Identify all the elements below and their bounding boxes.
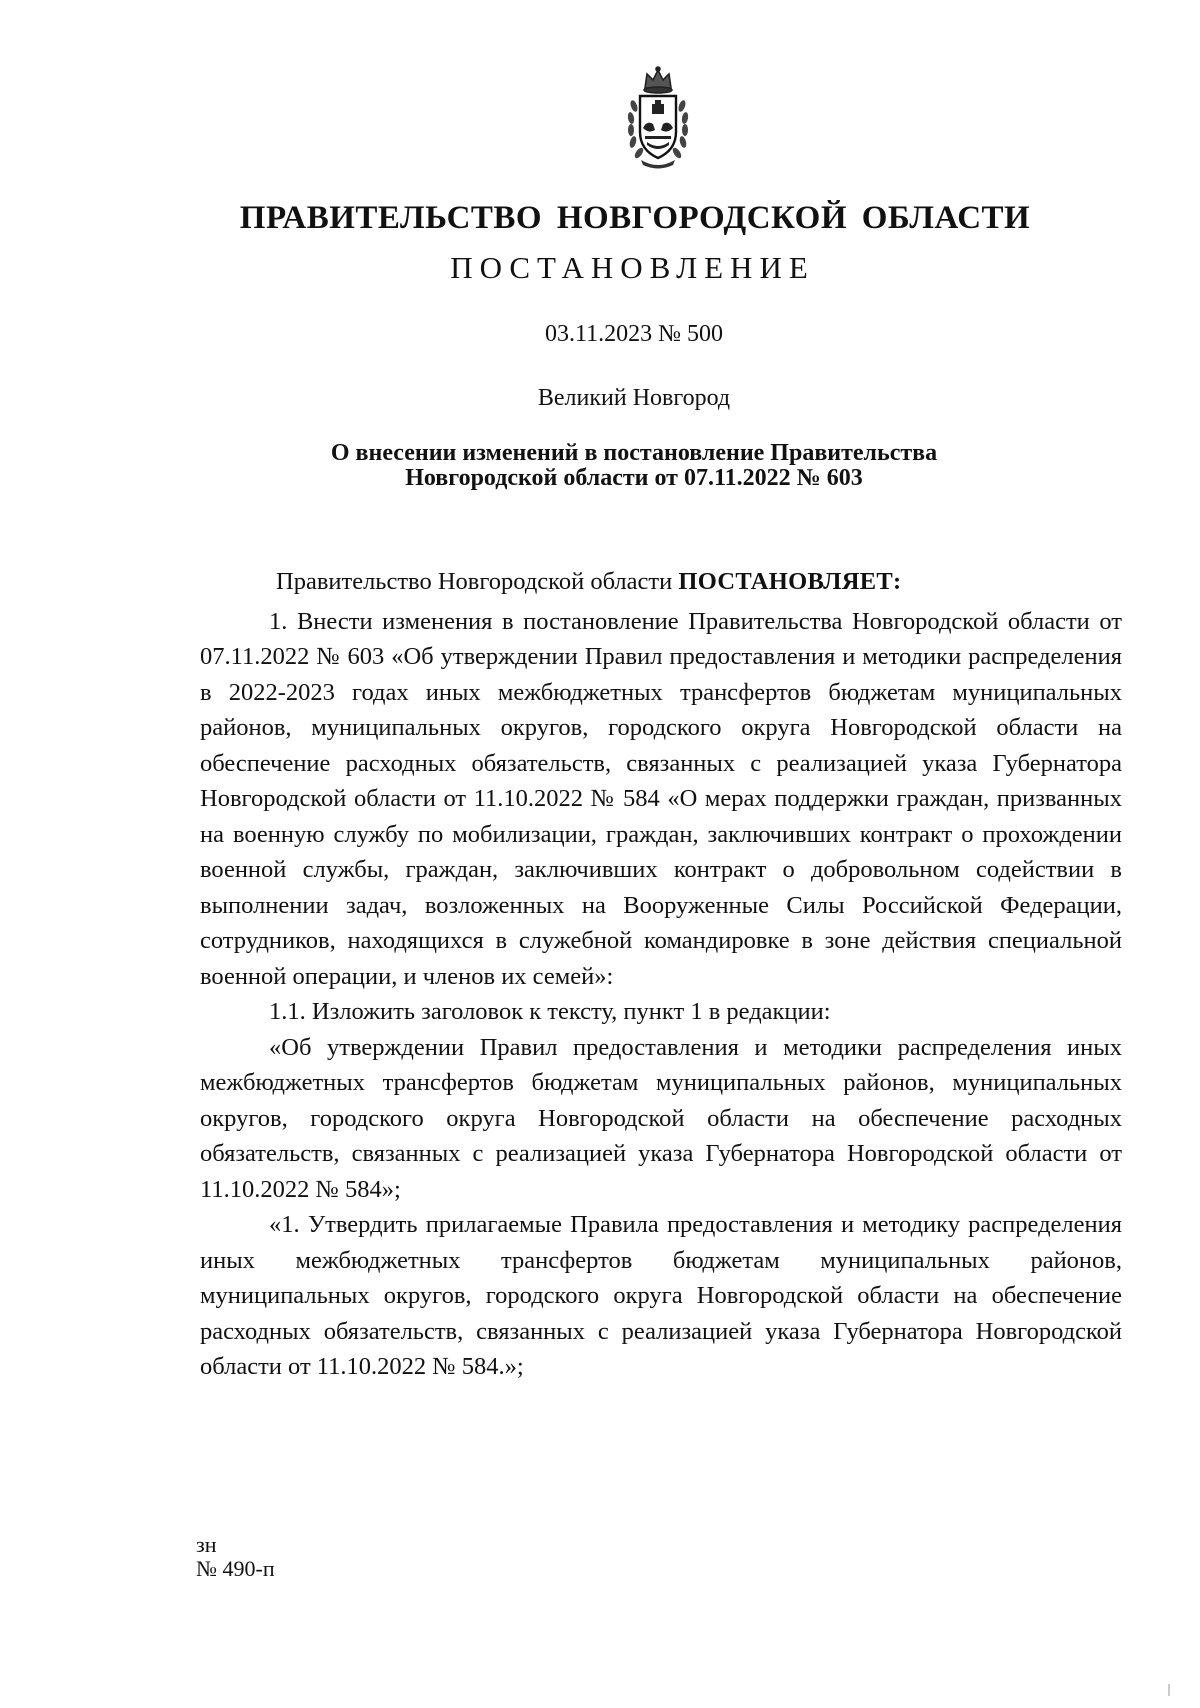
document-type: ПОСТАНОВЛЕНИЕ xyxy=(450,250,815,285)
draft-reference-number: № 490-п xyxy=(196,1556,275,1581)
preamble-text: Правительство Новгородской области xyxy=(276,568,679,595)
subject-line-1: О внесении изменений в постановление Правительства xyxy=(330,440,938,466)
executor-initials: зн xyxy=(196,1532,217,1557)
novgorod-coat-of-arms-icon xyxy=(625,66,691,170)
document-body xyxy=(200,564,1122,1385)
document-date-number: 03.11.2023 № 500 xyxy=(544,321,723,347)
document-subject xyxy=(68,441,1200,491)
quoted-item-1: «1. Утвердить прилагаемые Правила предоставления и методику распределения иных межбюджетных трансфертов бюджетам муниципальных районов, муниципальных округов, городского округа Новгородской области на обеспечение расходных обязательств, связанных с реализацией указа Губернатора Новгородской области от 11.10.2022 № 584.»; xyxy=(200,1211,1122,1380)
paragraph-1-1: 1.1. Изложить заголовок к тексту, пункт 1 в редакции: xyxy=(269,998,831,1025)
subject-line-2: Новгородской области от 07.11.2022 № 603 xyxy=(405,465,863,491)
organization-title: ПРАВИТЕЛЬСТВО НОВГОРОДСКОЙ ОБЛАСТИ xyxy=(239,200,1031,236)
preamble-keyword: ПОСТАНОВЛЯЕТ: xyxy=(678,568,902,595)
resolution-preamble xyxy=(200,564,1122,600)
quoted-title: «Об утверждении Правил предоставления и методики распределения иных межбюджетных трансфертов бюджетам муниципальных районов, муниципальных округов, городского округа Новгородской области на обеспечение расходных обязательств, связанных с реализацией указа Губернатора Новгородской области от 11.10.2022 № 584»; xyxy=(200,1033,1122,1203)
scan-mark xyxy=(1168,1684,1170,1696)
document-city: Великий Новгород xyxy=(537,385,731,411)
paragraph-1: 1. Внести изменения в постановление Правительства Новгородской области от 07.11.2022 № 603 «Об утверждении Правил предоставления и методики распределения в 2022-2023 годах иных межбюджетных трансфертов бюджетам муниципальных районов, муниципальных округов, городского округа Новгородской области на обеспечение расходных обязательств, связанных с реализацией указа Губернатора Новгородской области от 11.10.2022 № 584 «О мерах поддержки граждан, призванных на военную службу по мобилизации, граждан, заключивших контракт о прохождении военной службы, граждан, заключивших контракт о добровольном содействии в выполнении задач, возложенных на Вооруженные Силы Российской Федерации, сотрудников, находящихся в служебной командировке в зоне действия специальной военной операции, и членов их семей»: xyxy=(200,607,1122,990)
document-footer xyxy=(196,1533,275,1581)
